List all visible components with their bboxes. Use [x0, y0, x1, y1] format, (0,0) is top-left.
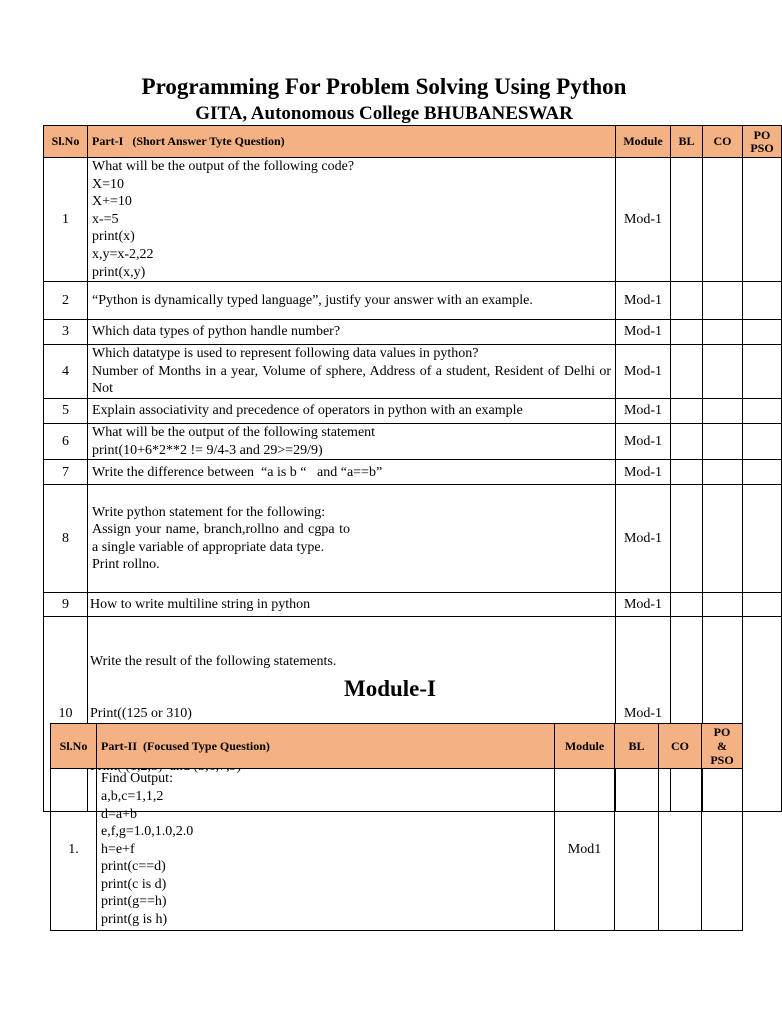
- question-cell: Which datatype is used to represent following data values in python? Number of Months in a year, Volume of sphere, Address of a student, Resident of Delhi or Not: [88, 345, 616, 399]
- question-cell: Write the difference between “a is b “ and “a==b”: [88, 460, 616, 485]
- college-name: GITA, Autonomous College BHUBANESWAR: [195, 103, 573, 124]
- row-number: 2: [44, 282, 88, 320]
- part1-table: [43, 125, 782, 812]
- module-cell: Mod-1: [616, 399, 671, 424]
- slno-header: Sl.No: [51, 724, 97, 769]
- row-number: 9: [44, 593, 88, 617]
- module-cell: Mod-1: [616, 617, 671, 812]
- question-cell: How to write multiline string in python: [88, 593, 616, 617]
- part2-table: [50, 723, 743, 931]
- module-cell: Mod-1: [616, 424, 671, 460]
- table-row: [44, 460, 782, 485]
- question-cell: Explain associativity and precedence of operators in python with an example: [88, 399, 616, 424]
- row-number: 3: [44, 320, 88, 345]
- module-header: Module: [616, 126, 671, 158]
- question-cell: Write python statement for the following: Assign your name, branch,rollno and cgpa to a single variable of appropriate data type. Print rollno.: [88, 485, 616, 593]
- table-row: [44, 485, 782, 593]
- row-number: 6: [44, 424, 88, 460]
- module-header: Module: [555, 724, 615, 769]
- document-title: Programming For Problem Solving Using Python: [141, 74, 627, 99]
- row-number: 5: [44, 399, 88, 424]
- bl-header: BL: [615, 724, 659, 769]
- table-row: [51, 769, 743, 931]
- row-number: 1: [44, 158, 88, 282]
- question-cell: What will be the output of the following code? X=10 X+=10 x-=5 print(x) x,y=x-2,22 print(x,y): [88, 158, 616, 282]
- module-cell: Mod-1: [616, 593, 671, 617]
- co-header: CO: [703, 126, 743, 158]
- module-cell: Mod-1: [616, 485, 671, 593]
- row-number: 8: [44, 485, 88, 593]
- module-cell: Mod1: [555, 769, 615, 931]
- co-header: CO: [659, 724, 702, 769]
- row-number: 7: [44, 460, 88, 485]
- module-cell: Mod-1: [616, 345, 671, 399]
- module-cell: Mod-1: [616, 282, 671, 320]
- table-row: [44, 158, 782, 282]
- table-row: [44, 282, 782, 320]
- table-row: [44, 399, 782, 424]
- slno-header: Sl.No: [44, 126, 88, 158]
- module-cell: Mod-1: [616, 158, 671, 282]
- part-header: Part-II (Focused Type Question): [97, 724, 555, 769]
- question-cell: Write the result of the following statements. Print((125 or 310): [88, 617, 616, 812]
- module-cell: Mod-1: [616, 460, 671, 485]
- table-row: [44, 424, 782, 460]
- bl-header: BL: [671, 126, 703, 158]
- question-cell: Find Output: a,b,c=1,1,2 d=a+b e,f,g=1.0,1.0,2.0 h=e+f print(c==d) print(c is d) print(g==h) print(g is h): [97, 769, 555, 931]
- part-header: Part-I (Short Answer Tyte Question): [88, 126, 616, 158]
- row-number: 10: [44, 617, 88, 812]
- po-pso-header: PO & PSO: [702, 724, 743, 769]
- module-cell: Mod-1: [616, 320, 671, 345]
- table-row: [44, 345, 782, 399]
- question-cell: What will be the output of the following statement print(10+6*2**2 != 9/4-3 and 29>=29/9): [88, 424, 616, 460]
- question-cell: “Python is dynamically typed language”, justify your answer with an example.: [88, 282, 616, 320]
- po-pso-header: PO PSO: [743, 126, 782, 158]
- table-row: [44, 593, 782, 617]
- question-cell: Which data types of python handle number?: [88, 320, 616, 345]
- row-number: 4: [44, 345, 88, 399]
- module-heading: Module-I: [344, 676, 436, 701]
- table-row: [44, 320, 782, 345]
- row-number: 1.: [51, 769, 97, 931]
